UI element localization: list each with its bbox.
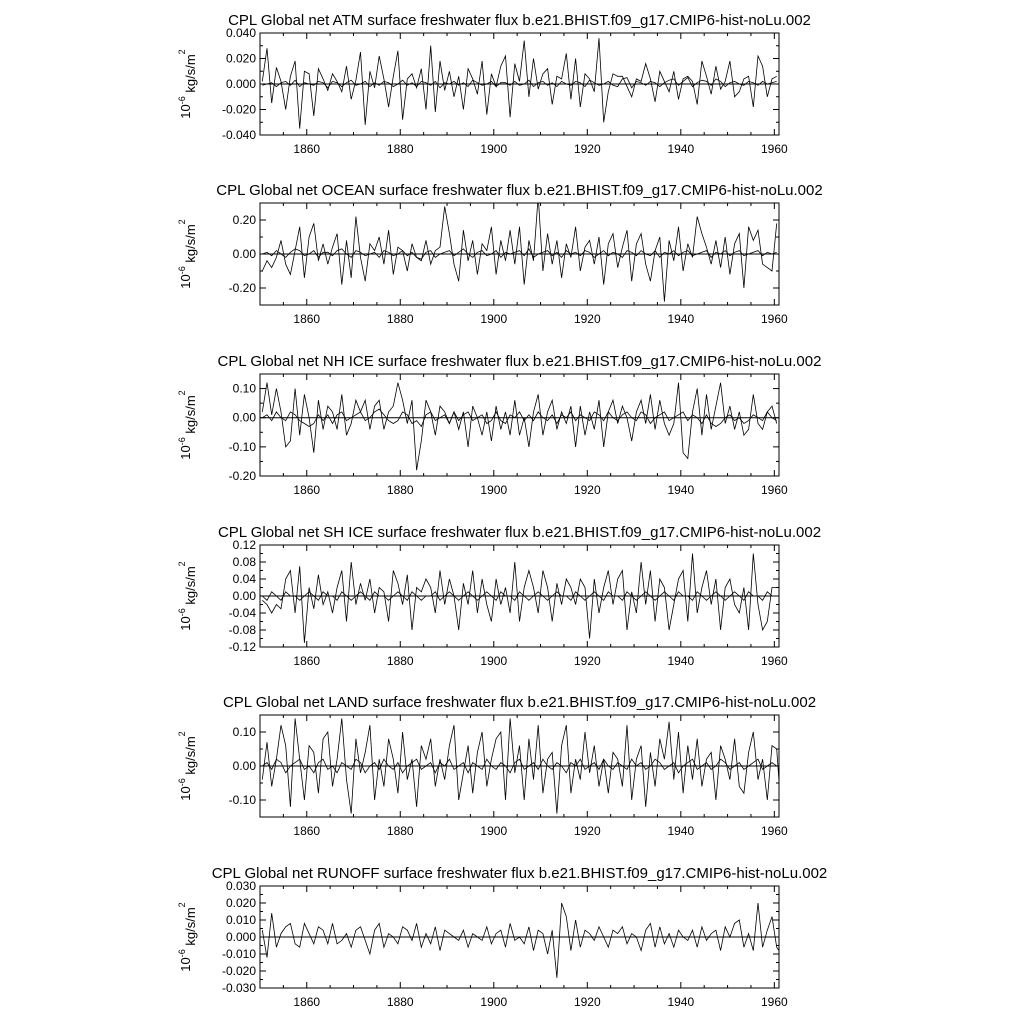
- chart-panel-4: [177, 694, 816, 838]
- y-tick-label: -0.04: [228, 606, 256, 620]
- chart-panel-2: [177, 353, 821, 497]
- y-tick-label: -0.10: [228, 793, 256, 807]
- y-axis-label: $10^{-6}$ $kg/s/m^2$: [177, 49, 198, 119]
- x-tick-label: 1900: [480, 824, 508, 838]
- chart-panel-5: [177, 865, 827, 1009]
- y-tick-label: -0.010: [221, 947, 256, 961]
- x-tick-label: 1880: [386, 824, 414, 838]
- x-tick-label: 1940: [667, 995, 695, 1009]
- x-tick-label: 1920: [573, 312, 601, 326]
- x-tick-label: 1960: [760, 142, 788, 156]
- y-tick-label: 0.020: [225, 896, 256, 910]
- y-axis-label: $10^{-6}$ $kg/s/m^2$: [177, 390, 198, 460]
- x-tick-label: 1940: [667, 483, 695, 497]
- chart-title: CPL Global net ATM surface freshwater flux b.e21.BHIST.f09_g17.CMIP6-hist-noLu.002: [228, 12, 811, 29]
- x-tick-label: 1940: [667, 824, 695, 838]
- y-tick-label: 0.10: [232, 725, 256, 739]
- y-tick-label: 0.10: [232, 381, 256, 396]
- y-tick-label: 0.010: [225, 913, 256, 927]
- x-tick-label: 1920: [573, 142, 601, 156]
- x-tick-label: 1860: [293, 312, 321, 326]
- chart-title: CPL Global net RUNOFF surface freshwater flux b.e21.BHIST.f09_g17.CMIP6-hist-noLu.002: [211, 865, 828, 882]
- x-tick-label: 1960: [760, 312, 788, 326]
- y-axis-label: $10^{-6}$ $kg/s/m^2$: [177, 561, 198, 631]
- y-tick-label: 0.08: [232, 555, 256, 569]
- series-line-0: [262, 903, 781, 978]
- x-tick-label: 1960: [760, 995, 788, 1009]
- y-tick-label: -0.020: [221, 964, 256, 978]
- series-line-0: [262, 554, 776, 643]
- y-axis-label: $10^{-6}$ $kg/s/m^2$: [177, 219, 198, 289]
- y-tick-label: 0.000: [225, 77, 256, 91]
- y-tick-label: 0.00: [232, 410, 256, 425]
- x-tick-label: 1900: [480, 312, 508, 326]
- y-tick-label: -0.12: [228, 640, 256, 654]
- y-tick-label: 0.040: [225, 26, 256, 40]
- x-tick-label: 1920: [573, 483, 601, 497]
- y-tick-label: -0.20: [228, 469, 256, 483]
- chart-panel-3: [177, 524, 821, 668]
- x-tick-label: 1860: [293, 142, 321, 156]
- x-tick-label: 1880: [386, 654, 414, 668]
- series-line-0: [262, 383, 776, 471]
- x-tick-label: 1880: [386, 142, 414, 156]
- chart-title: CPL Global net NH ICE surface freshwater flux b.e21.BHIST.f09_g17.CMIP6-hist-noLu.002: [217, 353, 822, 370]
- series-line-0: [262, 38, 776, 129]
- x-tick-label: 1920: [573, 995, 601, 1009]
- y-tick-label: 0.020: [225, 51, 256, 66]
- y-tick-label: -0.030: [221, 981, 256, 995]
- chart-panel-1: [177, 182, 823, 326]
- x-tick-label: 1940: [667, 654, 695, 668]
- chart-title: CPL Global net LAND surface freshwater flux b.e21.BHIST.f09_g17.CMIP6-hist-noLu.002: [222, 694, 817, 711]
- y-tick-label: 0.030: [225, 879, 256, 893]
- chart-title: CPL Global net SH ICE surface freshwater flux b.e21.BHIST.f09_g17.CMIP6-hist-noLu.002: [217, 524, 822, 541]
- y-tick-label: 0.00: [232, 247, 256, 261]
- x-tick-label: 1860: [293, 654, 321, 668]
- x-tick-label: 1960: [760, 824, 788, 838]
- y-tick-label: 0.00: [232, 589, 256, 603]
- x-tick-label: 1880: [386, 312, 414, 326]
- x-tick-label: 1900: [480, 654, 508, 668]
- x-tick-label: 1900: [480, 995, 508, 1009]
- y-tick-label: 0.00: [232, 759, 256, 773]
- x-tick-label: 1920: [573, 654, 601, 668]
- y-tick-label: -0.020: [221, 102, 256, 117]
- x-tick-label: 1880: [386, 483, 414, 497]
- x-tick-label: 1900: [480, 483, 508, 497]
- y-tick-label: -0.10: [228, 439, 256, 454]
- chart-title: CPL Global net OCEAN surface freshwater flux b.e21.BHIST.f09_g17.CMIP6-hist-noLu.002: [216, 182, 823, 199]
- y-tick-label: 0.04: [232, 572, 256, 586]
- x-tick-label: 1960: [760, 654, 788, 668]
- x-tick-label: 1880: [386, 995, 414, 1009]
- x-tick-label: 1920: [573, 824, 601, 838]
- x-tick-label: 1860: [293, 824, 321, 838]
- chart-panel-0: [177, 12, 811, 156]
- x-tick-label: 1900: [480, 142, 508, 156]
- y-tick-label: 0.12: [232, 538, 256, 552]
- y-axis-label: $10^{-6}$ $kg/s/m^2$: [177, 731, 198, 801]
- y-tick-label: 0.20: [232, 213, 256, 227]
- x-tick-label: 1940: [667, 142, 695, 156]
- x-tick-label: 1940: [667, 312, 695, 326]
- y-tick-label: 0.000: [225, 930, 256, 944]
- x-tick-label: 1860: [293, 483, 321, 497]
- y-axis-label: $10^{-6}$ $kg/s/m^2$: [177, 902, 198, 972]
- y-tick-label: -0.08: [228, 623, 256, 637]
- y-tick-label: -0.040: [221, 128, 256, 142]
- y-tick-label: -0.20: [228, 281, 256, 295]
- x-tick-label: 1960: [760, 483, 788, 497]
- series-line-0: [262, 196, 776, 301]
- x-tick-label: 1860: [293, 995, 321, 1009]
